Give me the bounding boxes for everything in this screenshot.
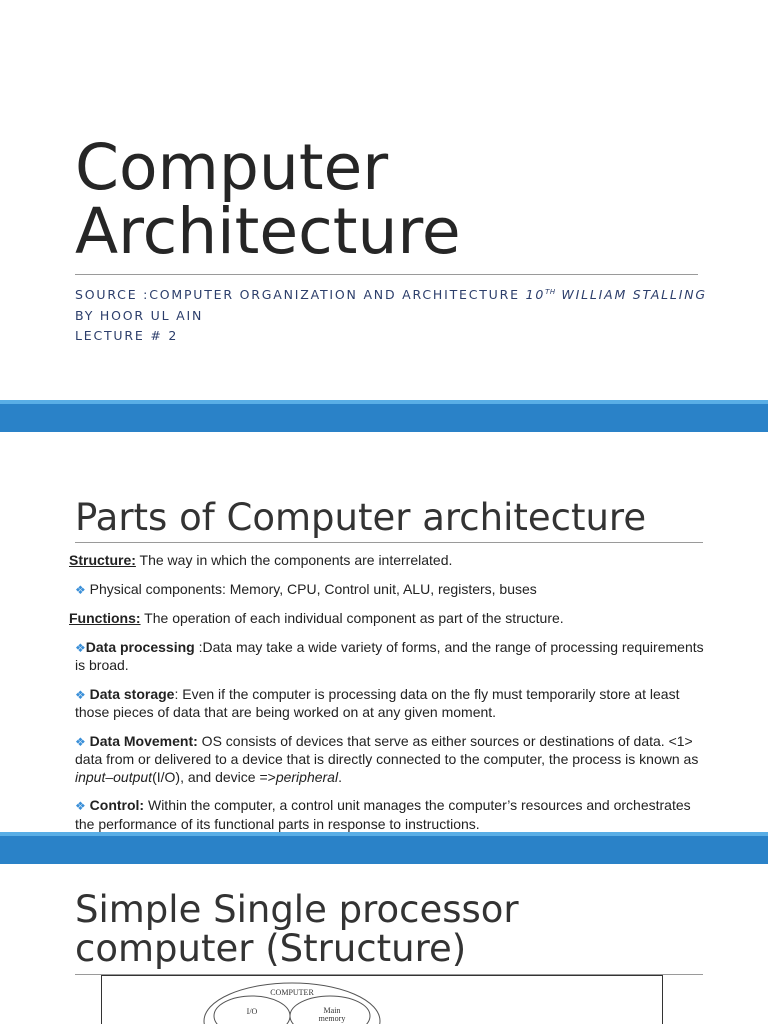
lecture-number: LECTURE # 2 xyxy=(75,328,179,343)
heading-line-2: computer (Structure) xyxy=(75,927,467,970)
slide-parts xyxy=(0,432,768,832)
slide-heading xyxy=(75,890,519,968)
structure-text: The way in which the components are interrelated. xyxy=(135,552,453,568)
functions-text: The operation of each individual component as part of the structure. xyxy=(140,610,564,626)
diamond-bullet-icon: ❖ xyxy=(75,687,86,702)
structure-diagram xyxy=(101,975,663,1024)
data-processing-label: Data processing xyxy=(85,638,195,655)
diamond-bullet-icon: ❖ xyxy=(75,799,86,813)
heading-divider xyxy=(75,542,703,543)
data-processing-text: :Data may take a wide variety of forms, and the range of processing requirements is broad. xyxy=(75,638,704,673)
title-divider xyxy=(75,274,698,275)
data-movement-label: Data Movement: xyxy=(89,732,198,749)
separator-band xyxy=(0,400,768,432)
structure-diagram-svg xyxy=(102,976,662,1024)
source-prefix: SOURCE :COMPUTER ORGANIZATION AND ARCHITECTURE xyxy=(75,287,526,302)
structure-label: Structure: xyxy=(69,552,136,568)
slide-title-heading xyxy=(75,131,461,268)
source-author: WILLIAM STALLING xyxy=(555,287,707,302)
slide-structure xyxy=(0,864,768,1024)
heading-line-1: Simple Single processor xyxy=(75,888,519,931)
separator-band xyxy=(0,832,768,864)
diagram-memory-label: memory xyxy=(318,1014,346,1023)
slide-title xyxy=(0,0,768,400)
list-item xyxy=(69,581,709,600)
data-movement-text-3: . xyxy=(338,768,342,785)
diagram-io-label: I/O xyxy=(246,1007,258,1016)
slide-heading: Parts of Computer architecture xyxy=(75,496,647,539)
diagram-computer-label: COMPUTER xyxy=(270,988,314,997)
edition-number: 10 xyxy=(525,287,546,302)
data-movement-text: OS consists of devices that serve as either sources or destinations of data. <1> data from or delivered to a device that is directly connected to the computer, the process is known as xyxy=(75,732,699,767)
diamond-bullet-icon: ❖ xyxy=(75,640,86,655)
functions-label: Functions: xyxy=(69,610,141,626)
diagram-main-label: Main xyxy=(323,1006,341,1015)
control-label: Control: xyxy=(89,797,145,813)
list-item xyxy=(69,639,709,675)
list-item xyxy=(69,733,709,787)
peripheral-term: peripheral xyxy=(275,768,339,785)
list-item xyxy=(69,686,709,722)
control-text: Within the computer, a control unit manages the computer’s resources and orchestrates the performance of its functional parts in response to instructions. xyxy=(75,797,691,832)
physical-components-text: Physical components: Memory, CPU, Control unit, ALU, registers, buses xyxy=(85,580,537,597)
data-storage-text: : Even if the computer is processing data on the fly must temporarily store at least those pieces of data that are being worked on at any given moment. xyxy=(75,685,680,720)
data-movement-text-2: (I/O), and device => xyxy=(152,768,276,785)
edition-suffix: TH xyxy=(545,288,556,296)
by-line: BY HOOR UL AIN xyxy=(75,307,204,323)
diamond-bullet-icon: ❖ xyxy=(75,734,86,749)
data-storage-label: Data storage xyxy=(89,685,175,702)
diamond-bullet-icon: ❖ xyxy=(75,582,86,597)
slide-subtitle xyxy=(75,282,707,347)
structure-paragraph xyxy=(69,552,709,570)
slide-body xyxy=(69,552,709,832)
source-edition xyxy=(526,287,707,302)
list-item xyxy=(69,797,709,832)
source-line xyxy=(75,282,707,306)
title-line-2: Architecture xyxy=(75,195,461,268)
title-line-1: Computer xyxy=(75,131,389,204)
io-term: input–output xyxy=(75,768,153,785)
functions-paragraph xyxy=(69,610,709,628)
